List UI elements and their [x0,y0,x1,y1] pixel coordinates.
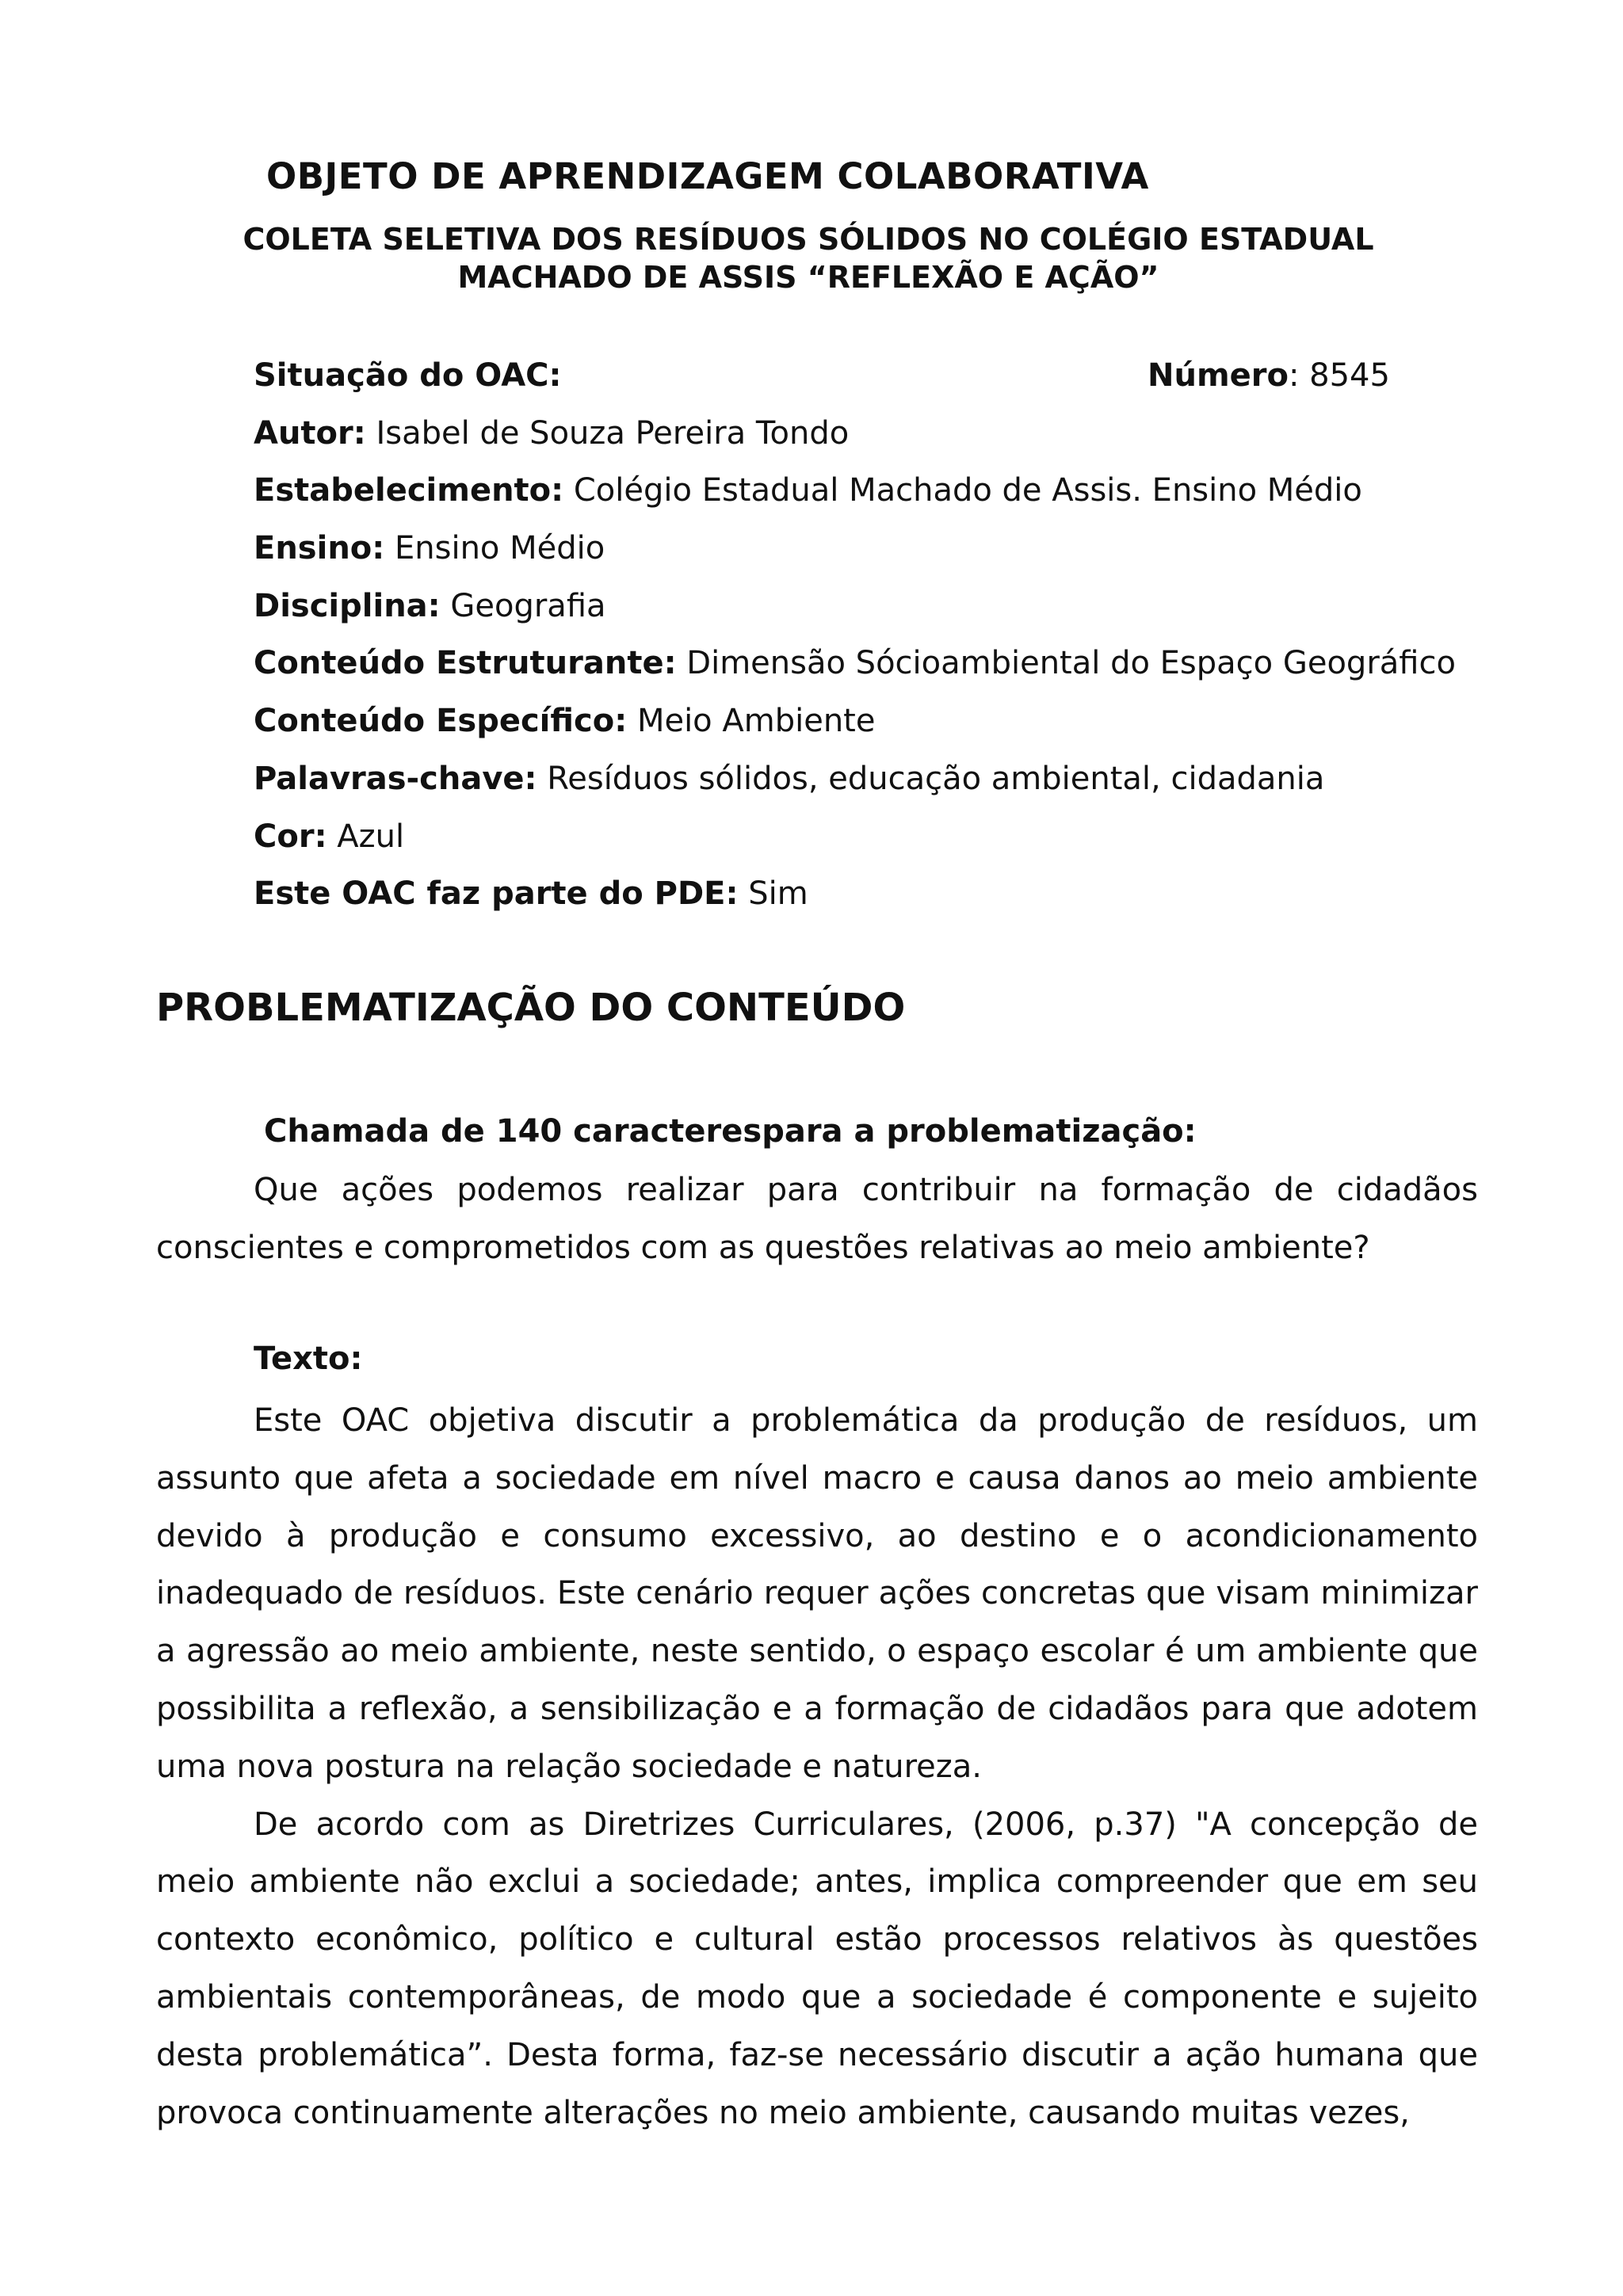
section-heading: PROBLEMATIZAÇÃO DO CONTEÚDO [156,986,906,1030]
subtitle-line-2: MACHADO DE ASSIS “REFLEXÃO E AÇÃO” [457,260,1159,295]
meta-row-conteudo-especifico [254,699,1490,757]
body-paragraph-1: Este OAC objetiva discutir a problemática da produção de resíduos, um assunto que afeta a sociedade em nível macro e causa danos ao meio ambiente devido à produção e consumo excessivo, ao destino e o acondicionamento inadequado de resíduos. Este cenário requer ações concretas que visam minimizar a agressão ao meio ambiente, neste sentido, o espaço escolar é um ambiente que possibilita a reflexão, a sensibilização e a formação de cidadãos para que adotem uma nova postura na relação sociedade e natureza. [156,1402,1478,1785]
texto-label: Texto: [254,1341,363,1377]
conteudo-estruturante-value: Dimensão Sócioambiental do Espaço Geográfico [676,645,1456,682]
meta-row-situacao [254,353,1490,411]
conteudo-especifico-label: Conteúdo Específico: [254,703,628,740]
autor-label: Autor: [254,414,366,452]
meta-row-autor [254,411,1490,469]
ensino-label: Ensino: [254,530,385,567]
metadata-block [254,353,1490,929]
ensino-value: Ensino Médio [384,530,605,567]
numero-field [1148,353,1390,398]
conteudo-estruturante-label: Conteúdo Estruturante: [254,645,677,682]
palavras-chave-value: Resíduos sólidos, educação ambiental, cidadania [537,760,1325,797]
disciplina-value: Geografia [440,587,606,624]
meta-row-cor [254,814,1490,872]
meta-row-conteudo-estruturante [254,641,1490,699]
subtitle-line-1: COLETA SELETIVA DOS RESÍDUOS SÓLIDOS NO COLÉGIO ESTADUAL [242,222,1374,257]
meta-row-pde [254,871,1490,929]
document-title: OBJETO DE APRENDIZAGEM COLABORATIVA [266,155,1149,197]
meta-row-ensino [254,526,1490,584]
meta-row-palavras-chave [254,757,1490,814]
cor-label: Cor: [254,818,327,855]
autor-value: Isabel de Souza Pereira Tondo [365,414,850,452]
disciplina-label: Disciplina: [254,587,441,624]
cor-value: Azul [327,818,405,855]
estabelecimento-label: Estabelecimento: [254,472,564,509]
conteudo-especifico-value: Meio Ambiente [627,703,876,740]
chamada-label: Chamada de 140 caracterespara a problematização: [264,1113,1197,1150]
pde-value: Sim [738,875,808,913]
document-subtitle [158,220,1458,296]
palavras-chave-label: Palavras-chave: [254,760,537,797]
chamada-text-block [156,1161,1478,1277]
numero-label: Número [1148,357,1289,394]
situacao-label: Situação do OAC: [254,357,562,394]
numero-value: : 8545 [1288,357,1390,394]
body-paragraph-2: De acordo com as Diretrizes Curriculares, (2006, p.37) "A concepção de meio ambiente não exclui a sociedade; antes, implica compreender que em seu contexto econômico, político e cultural estão processos relativos às questões ambientais contemporâneas, de modo que a sociedade é componente e sujeito desta problemática”. Desta forma, faz-se necessário discutir a ação humana que provoca continuamente alterações no meio ambiente, causando muitas vezes, [156,1806,1478,2131]
meta-row-disciplina [254,584,1490,642]
chamada-paragraph: Que ações podemos realizar para contribuir na formação de cidadãos conscientes e comprometidos com as questões relativas ao meio ambiente? [156,1172,1478,1266]
pde-label: Este OAC faz parte do PDE: [254,875,739,913]
estabelecimento-value: Colégio Estadual Machado de Assis. Ensino Médio [563,472,1362,509]
meta-row-estabelecimento [254,468,1490,526]
texto-body-block [156,1392,1478,2142]
